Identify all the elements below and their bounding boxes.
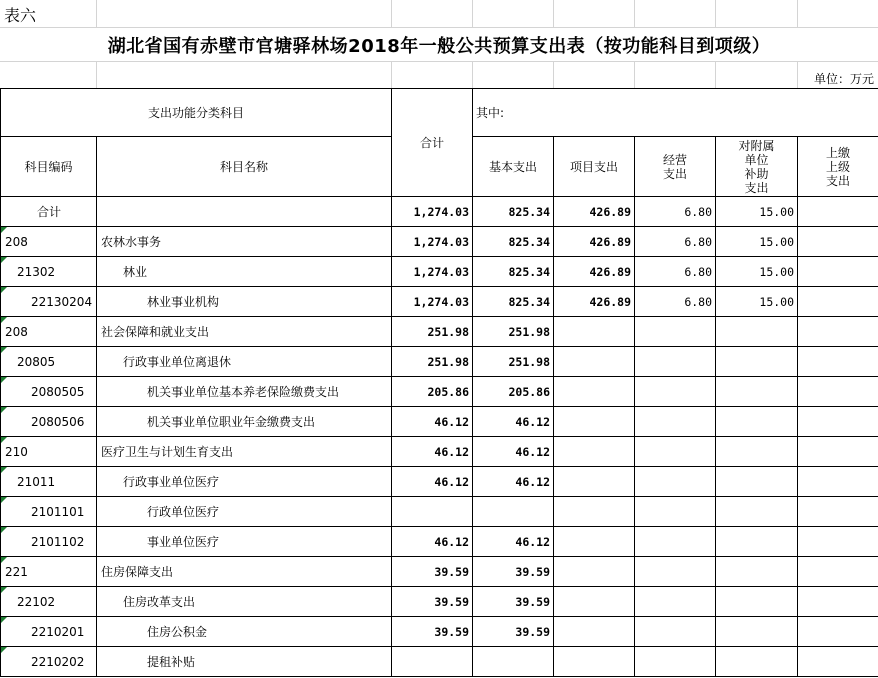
cell-name[interactable]: 林业事业机构: [97, 287, 392, 317]
cell-project[interactable]: [554, 407, 635, 437]
cell-code[interactable]: 2080506: [1, 407, 97, 437]
cell-upper[interactable]: [798, 407, 878, 437]
cell-name[interactable]: 提租补贴: [97, 647, 392, 677]
cell-operating[interactable]: [635, 467, 716, 497]
table-row: [1, 197, 878, 227]
cell-total[interactable]: 1,274.03: [392, 197, 473, 227]
cell-project[interactable]: [554, 617, 635, 647]
cell-upper[interactable]: [798, 617, 878, 647]
cell-project[interactable]: 426.89: [554, 287, 635, 317]
cell-project[interactable]: 426.89: [554, 227, 635, 257]
table-row: [1, 467, 878, 497]
cell-code[interactable]: 2210202: [1, 647, 97, 677]
cell-total[interactable]: 39.59: [392, 617, 473, 647]
cell-code[interactable]: 20805: [1, 347, 97, 377]
cell-code[interactable]: 208: [1, 317, 97, 347]
cell-operating[interactable]: [635, 617, 716, 647]
table-row: [1, 527, 878, 557]
sheet-label: 表六: [4, 6, 37, 25]
cell-code[interactable]: 221: [1, 557, 97, 587]
cell-total[interactable]: 205.86: [392, 377, 473, 407]
table-row: [1, 617, 878, 647]
cell-upper[interactable]: [798, 557, 878, 587]
table-row: [1, 347, 878, 377]
header-of-which[interactable]: 其中:: [473, 89, 878, 137]
cell-total[interactable]: 1,274.03: [392, 287, 473, 317]
cell-subsidiary[interactable]: [716, 647, 798, 677]
cell-code[interactable]: 22130204: [1, 287, 97, 317]
cell-project[interactable]: [554, 647, 635, 677]
cell-total[interactable]: 39.59: [392, 587, 473, 617]
header-category[interactable]: 支出功能分类科目: [1, 89, 392, 137]
cell-basic[interactable]: [473, 647, 554, 677]
cell-basic[interactable]: 39.59: [473, 617, 554, 647]
header-subsidiary[interactable]: 对附属 单位 补助 支出: [716, 137, 798, 197]
cell-operating[interactable]: [635, 437, 716, 467]
table-row: [1, 317, 878, 347]
cell-total[interactable]: 1,274.03: [392, 227, 473, 257]
cell-code[interactable]: 210: [1, 437, 97, 467]
cell-project[interactable]: 426.89: [554, 197, 635, 227]
table-row: [1, 377, 878, 407]
cell-subsidiary[interactable]: [716, 407, 798, 437]
cell-upper[interactable]: [798, 317, 878, 347]
cell-basic[interactable]: 251.98: [473, 347, 554, 377]
cell-code[interactable]: 21011: [1, 467, 97, 497]
cell-upper[interactable]: [798, 527, 878, 557]
cell-code[interactable]: 2210201: [1, 617, 97, 647]
cell-subsidiary[interactable]: 15.00: [716, 197, 798, 227]
cell-code[interactable]: 22102: [1, 587, 97, 617]
cell-project[interactable]: [554, 437, 635, 467]
header-basic[interactable]: 基本支出: [473, 137, 554, 197]
cell-name[interactable]: [97, 197, 392, 227]
cell-upper[interactable]: [798, 197, 878, 227]
cell-code[interactable]: 合计: [1, 197, 97, 227]
table-row: [1, 437, 878, 467]
table-row: [1, 587, 878, 617]
cell-total[interactable]: 46.12: [392, 527, 473, 557]
cell-name[interactable]: 医疗卫生与计划生育支出: [97, 437, 392, 467]
cell-project[interactable]: [554, 317, 635, 347]
cell-total[interactable]: [392, 497, 473, 527]
page-title: 湖北省国有赤壁市官塘驿林场2018年一般公共预算支出表（按功能科目到项级）: [107, 36, 771, 57]
cell-subsidiary[interactable]: [716, 587, 798, 617]
cell-operating[interactable]: [635, 527, 716, 557]
cell-operating[interactable]: [635, 407, 716, 437]
cell-project[interactable]: [554, 557, 635, 587]
header-project[interactable]: 项目支出: [554, 137, 635, 197]
cell-code[interactable]: 2080505: [1, 377, 97, 407]
cell-upper[interactable]: [798, 587, 878, 617]
table-row: [1, 497, 878, 527]
cell-name[interactable]: 事业单位医疗: [97, 527, 392, 557]
cell-total[interactable]: 251.98: [392, 347, 473, 377]
cell-basic[interactable]: 251.98: [473, 317, 554, 347]
cell-basic[interactable]: 825.34: [473, 287, 554, 317]
cell-operating[interactable]: 6.80: [635, 227, 716, 257]
table-row: [1, 287, 878, 317]
header-total[interactable]: 合计: [392, 89, 473, 197]
cell-project[interactable]: [554, 347, 635, 377]
cell-basic[interactable]: 39.59: [473, 557, 554, 587]
cell-basic[interactable]: 46.12: [473, 437, 554, 467]
cell-upper[interactable]: [798, 377, 878, 407]
cell-name[interactable]: 行政事业单位离退休: [97, 347, 392, 377]
cell-code[interactable]: 2101101: [1, 497, 97, 527]
cell-basic[interactable]: 46.12: [473, 407, 554, 437]
cell-subsidiary[interactable]: [716, 377, 798, 407]
cell-operating[interactable]: [635, 587, 716, 617]
cell-name[interactable]: 社会保障和就业支出: [97, 317, 392, 347]
cell-basic[interactable]: 205.86: [473, 377, 554, 407]
cell-project[interactable]: [554, 497, 635, 527]
cell-basic[interactable]: 46.12: [473, 527, 554, 557]
cell-subsidiary[interactable]: [716, 347, 798, 377]
cell-upper[interactable]: [798, 287, 878, 317]
cell-subsidiary[interactable]: [716, 317, 798, 347]
cell-subsidiary[interactable]: [716, 467, 798, 497]
cell-upper[interactable]: [798, 347, 878, 377]
cell-upper[interactable]: [798, 647, 878, 677]
cell-subsidiary[interactable]: 15.00: [716, 257, 798, 287]
cell-operating[interactable]: 6.80: [635, 287, 716, 317]
cell-project[interactable]: [554, 527, 635, 557]
cell-operating[interactable]: [635, 317, 716, 347]
cell-code[interactable]: 21302: [1, 257, 97, 287]
cell-total[interactable]: 1,274.03: [392, 257, 473, 287]
cell-total[interactable]: [392, 647, 473, 677]
cell-name[interactable]: 行政单位医疗: [97, 497, 392, 527]
cell-upper[interactable]: [798, 227, 878, 257]
header-row-main: [1, 89, 878, 137]
cell-subsidiary[interactable]: [716, 617, 798, 647]
cell-name[interactable]: 林业: [97, 257, 392, 287]
cell-code[interactable]: 208: [1, 227, 97, 257]
cell-subsidiary[interactable]: 15.00: [716, 227, 798, 257]
table-body: [1, 197, 878, 677]
cell-total[interactable]: 46.12: [392, 467, 473, 497]
cell-upper[interactable]: [798, 437, 878, 467]
table-row: [1, 557, 878, 587]
cell-subsidiary[interactable]: [716, 527, 798, 557]
cell-operating[interactable]: [635, 377, 716, 407]
cell-total[interactable]: 39.59: [392, 557, 473, 587]
cell-total[interactable]: 251.98: [392, 317, 473, 347]
cell-upper[interactable]: [798, 257, 878, 287]
cell-name[interactable]: 住房改革支出: [97, 587, 392, 617]
cell-operating[interactable]: [635, 497, 716, 527]
cell-basic[interactable]: 39.59: [473, 587, 554, 617]
cell-project[interactable]: [554, 587, 635, 617]
table-row: [1, 647, 878, 677]
cell-name[interactable]: 住房公积金: [97, 617, 392, 647]
cell-operating[interactable]: [635, 557, 716, 587]
cell-project[interactable]: 426.89: [554, 257, 635, 287]
table-row: [1, 227, 878, 257]
cell-subsidiary[interactable]: [716, 497, 798, 527]
header-operating[interactable]: 经营 支出: [635, 137, 716, 197]
cell-upper[interactable]: [798, 497, 878, 527]
unit-label: 单位：万元: [813, 72, 874, 86]
cell-basic[interactable]: [473, 497, 554, 527]
cell-total[interactable]: 46.12: [392, 437, 473, 467]
header-code[interactable]: 科目编码: [1, 137, 97, 197]
cell-total[interactable]: 46.12: [392, 407, 473, 437]
cell-operating[interactable]: 6.80: [635, 197, 716, 227]
cell-basic[interactable]: 825.34: [473, 227, 554, 257]
header-name[interactable]: 科目名称: [97, 137, 392, 197]
cell-operating[interactable]: 6.80: [635, 257, 716, 287]
table-row: [1, 257, 878, 287]
cell-upper[interactable]: [798, 467, 878, 497]
cell-operating[interactable]: [635, 347, 716, 377]
cell-code[interactable]: 2101102: [1, 527, 97, 557]
cell-name[interactable]: 机关事业单位基本养老保险缴费支出: [97, 377, 392, 407]
cell-operating[interactable]: [635, 647, 716, 677]
cell-name[interactable]: 住房保障支出: [97, 557, 392, 587]
cell-basic[interactable]: 825.34: [473, 257, 554, 287]
cell-subsidiary[interactable]: [716, 557, 798, 587]
cell-name[interactable]: 农林水事务: [97, 227, 392, 257]
cell-basic[interactable]: 46.12: [473, 467, 554, 497]
header-upper[interactable]: 上缴 上级 支出: [798, 137, 878, 197]
cell-name[interactable]: 行政事业单位医疗: [97, 467, 392, 497]
cell-name[interactable]: 机关事业单位职业年金缴费支出: [97, 407, 392, 437]
cell-project[interactable]: [554, 467, 635, 497]
cell-subsidiary[interactable]: 15.00: [716, 287, 798, 317]
cell-basic[interactable]: 825.34: [473, 197, 554, 227]
cell-subsidiary[interactable]: [716, 437, 798, 467]
budget-table: [0, 88, 878, 677]
table-row: [1, 407, 878, 437]
cell-project[interactable]: [554, 377, 635, 407]
